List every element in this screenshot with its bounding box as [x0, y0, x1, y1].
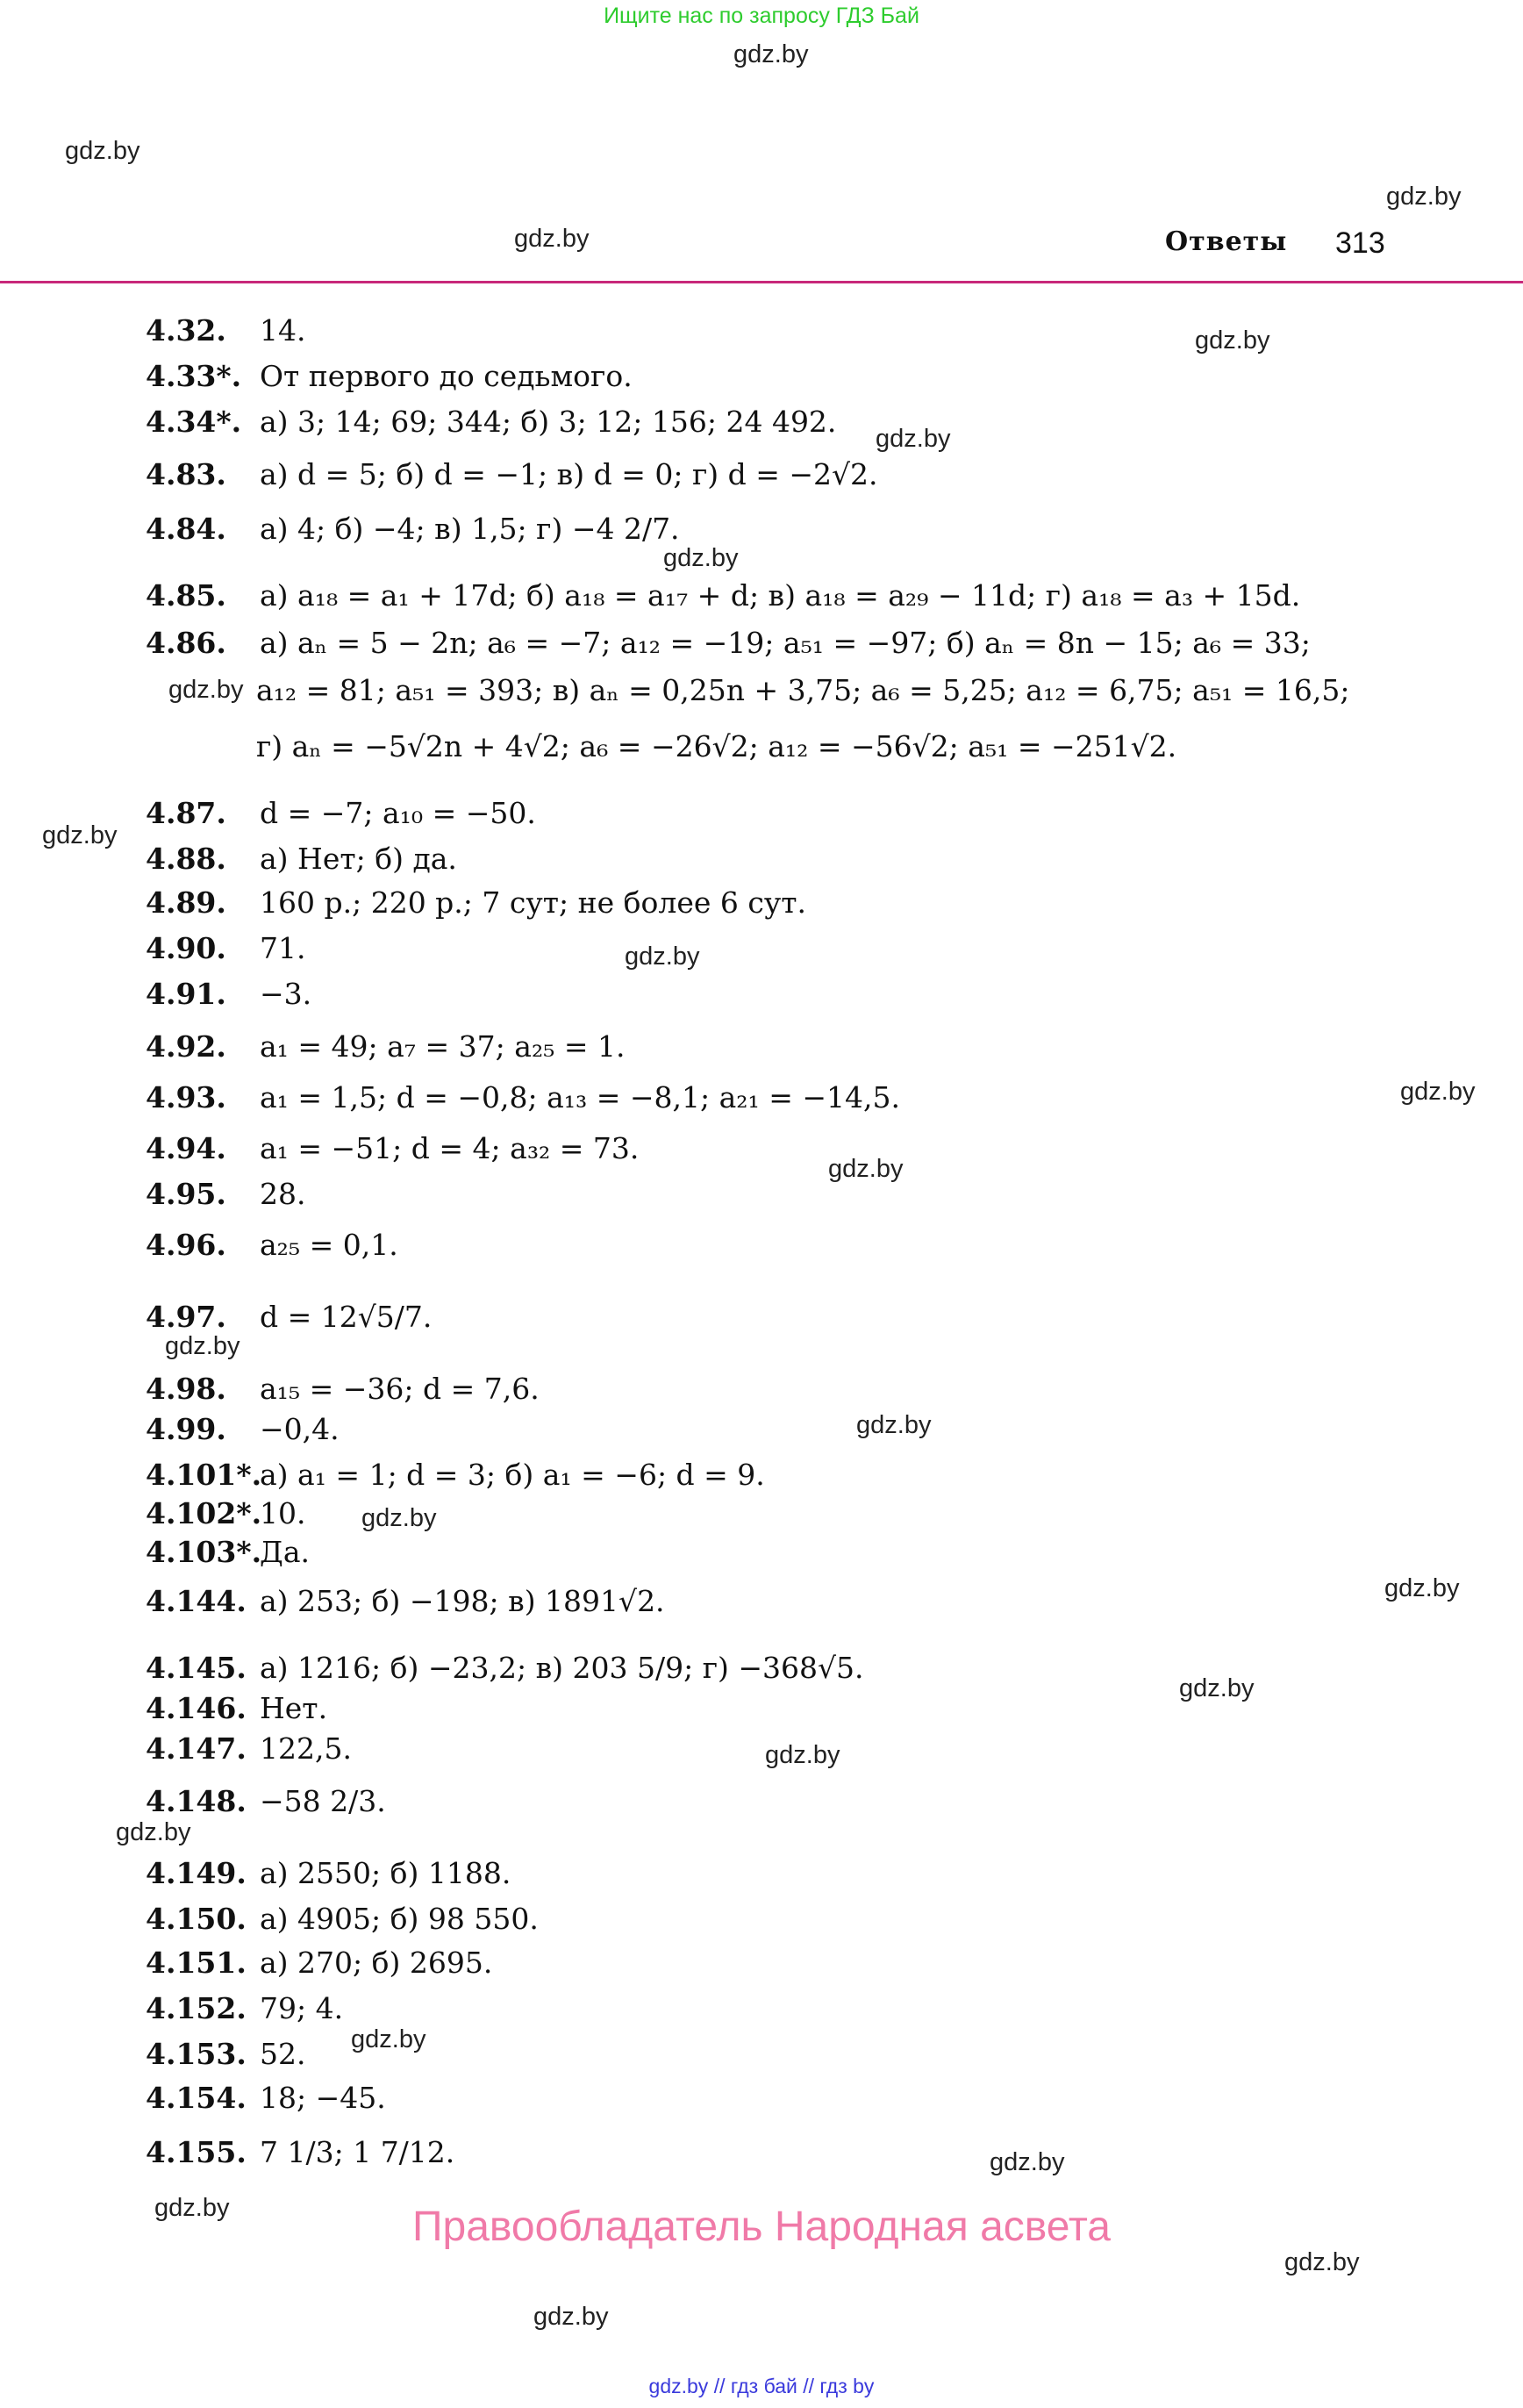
- answer-number: 4.89.: [146, 885, 226, 920]
- watermark: gdz.by: [625, 942, 700, 971]
- answer-number: 4.87.: [146, 796, 226, 830]
- answer-text: 18; −45.: [260, 2081, 386, 2115]
- answer-number: 4.86.: [146, 626, 226, 660]
- answer-4-95: [146, 1177, 306, 1211]
- answer-text: −3.: [260, 977, 312, 1011]
- answer-4-96: [146, 1228, 398, 1262]
- answer-text: а) aₙ = 5 − 2n; a₆ = −7; a₁₂ = −19; a₅₁ = −97; б) aₙ = 8n − 15; a₆ = 33;: [260, 626, 1311, 660]
- answer-text: a₂₅ = 0,1.: [260, 1228, 398, 1262]
- watermark: gdz.by: [1179, 1674, 1255, 1702]
- answer-4-92: [146, 1029, 626, 1064]
- watermark: gdz.by: [65, 137, 140, 165]
- answer-4-146: [146, 1691, 328, 1725]
- answer-text: −58 2/3.: [260, 1784, 386, 1818]
- answer-text: а) 4905; б) 98 550.: [260, 1902, 539, 1936]
- answer-4-154: [146, 2081, 386, 2115]
- answer-text: a₁ = −51; d = 4; a₃₂ = 73.: [260, 1131, 640, 1165]
- answer-4-86-continued: г) aₙ = −5√2n + 4√2; a₆ = −26√2; a₁₂ = −56√2; a₅₁ = −251√2.: [256, 729, 1177, 763]
- top-banner: Ищите нас по запросу ГДЗ Бай: [604, 4, 919, 28]
- answer-4-93: [146, 1080, 900, 1114]
- answer-4-99: [146, 1412, 340, 1446]
- answer-4-155: [146, 2135, 455, 2169]
- answer-number: 4.97.: [146, 1300, 226, 1334]
- watermark: gdz.by: [361, 1504, 437, 1532]
- answer-text: d = −7; a₁₀ = −50.: [260, 796, 536, 830]
- page-number: 313: [1335, 226, 1385, 260]
- watermark: gdz.by: [1386, 183, 1462, 211]
- answer-text: 71.: [260, 931, 306, 965]
- watermark: gdz.by: [733, 40, 809, 68]
- answer-text: а) 4; б) −4; в) 1,5; г) −4 2/7.: [260, 512, 680, 546]
- answer-number: 4.32.: [146, 313, 226, 348]
- answer-text: d = 12√5/7.: [260, 1300, 433, 1334]
- watermark: gdz.by: [990, 2148, 1065, 2176]
- answer-number: 4.155.: [146, 2135, 247, 2169]
- answer-number: 4.93.: [146, 1080, 226, 1114]
- answer-number: 4.154.: [146, 2081, 247, 2115]
- watermark: gdz.by: [1384, 1574, 1460, 1602]
- answer-4-153: [146, 2037, 306, 2071]
- answer-text: 14.: [260, 313, 306, 348]
- watermark: gdz.by: [116, 1818, 191, 1846]
- answer-number: 4.151.: [146, 1946, 247, 1980]
- answer-number: 4.88.: [146, 842, 226, 876]
- answer-number: 4.99.: [146, 1412, 226, 1446]
- answer-4-34: [146, 405, 837, 439]
- answer-text: a₁ = 1,5; d = −0,8; a₁₃ = −8,1; a₂₁ = −14,5.: [260, 1080, 900, 1114]
- answer-4-33: [146, 359, 633, 393]
- answer-4-88: [146, 842, 457, 876]
- answer-4-89: [146, 885, 807, 920]
- header-rule: [0, 281, 1523, 283]
- answer-4-86-continued: a₁₂ = 81; a₅₁ = 393; в) aₙ = 0,25n + 3,75; a₆ = 5,25; a₁₂ = 6,75; a₅₁ = 16,5;: [256, 673, 1350, 707]
- header-title: Ответы: [1165, 226, 1288, 257]
- watermark: gdz.by: [876, 425, 951, 453]
- answer-number: 4.102*.: [146, 1496, 262, 1530]
- answer-text: а) 2550; б) 1188.: [260, 1856, 511, 1890]
- answer-4-85: [146, 578, 1301, 613]
- watermark: gdz.by: [533, 2303, 609, 2331]
- answer-number: 4.148.: [146, 1784, 247, 1818]
- answer-number: 4.98.: [146, 1372, 226, 1406]
- watermark: gdz.by: [1195, 326, 1270, 355]
- answer-number: 4.34*.: [146, 405, 242, 439]
- answer-number: 4.84.: [146, 512, 226, 546]
- answer-4-102: [146, 1496, 306, 1530]
- answer-4-144: [146, 1584, 665, 1618]
- answer-number: 4.83.: [146, 457, 226, 491]
- answer-text: Да.: [260, 1535, 310, 1569]
- answer-4-103: [146, 1535, 310, 1569]
- watermark: gdz.by: [154, 2194, 230, 2222]
- answer-4-151: [146, 1946, 493, 1980]
- answer-text: a₁ = 49; a₇ = 37; a₂₅ = 1.: [260, 1029, 626, 1064]
- answer-text: а) a₁₈ = a₁ + 17d; б) a₁₈ = a₁₇ + d; в) a₁₈ = a₂₉ − 11d; г) a₁₈ = a₃ + 15d.: [260, 578, 1301, 613]
- watermark: gdz.by: [168, 676, 244, 704]
- answer-number: 4.91.: [146, 977, 226, 1011]
- answer-number: 4.94.: [146, 1131, 226, 1165]
- answer-text: а) Нет; б) да.: [260, 842, 457, 876]
- answer-4-87: [146, 796, 536, 830]
- answer-text: −0,4.: [260, 1412, 340, 1446]
- answer-text: Нет.: [260, 1691, 328, 1725]
- answer-number: 4.103*.: [146, 1535, 262, 1569]
- answer-text: 122,5.: [260, 1731, 352, 1766]
- answer-text: От первого до седьмого.: [260, 359, 633, 393]
- answer-number: 4.92.: [146, 1029, 226, 1064]
- answer-text: 79; 4.: [260, 1991, 344, 2025]
- watermark: gdz.by: [165, 1332, 240, 1360]
- answer-text: 10.: [260, 1496, 306, 1530]
- answer-4-152: [146, 1991, 344, 2025]
- answer-text: 52.: [260, 2037, 306, 2071]
- answer-text: а) 1216; б) −23,2; в) 203 5/9; г) −368√5.: [260, 1651, 864, 1685]
- footer-links[interactable]: gdz.by // гдз бай // гдз by: [648, 2375, 875, 2397]
- watermark: gdz.by: [663, 544, 739, 572]
- answer-4-90: [146, 931, 306, 965]
- answer-4-148: [146, 1784, 386, 1818]
- answer-number: 4.153.: [146, 2037, 247, 2071]
- answer-number: 4.96.: [146, 1228, 226, 1262]
- answer-4-147: [146, 1731, 352, 1766]
- watermark: gdz.by: [1284, 2248, 1360, 2276]
- answer-4-86: [146, 626, 1311, 660]
- answer-4-32: [146, 313, 306, 348]
- answer-number: 4.149.: [146, 1856, 247, 1890]
- answer-number: 4.147.: [146, 1731, 247, 1766]
- answer-4-94: [146, 1131, 640, 1165]
- watermark: gdz.by: [856, 1411, 932, 1439]
- answer-4-91: [146, 977, 312, 1011]
- answer-number: 4.146.: [146, 1691, 247, 1725]
- answer-text: 28.: [260, 1177, 306, 1211]
- answer-text: 160 р.; 220 р.; 7 сут; не более 6 сут.: [260, 885, 807, 920]
- answer-number: 4.85.: [146, 578, 226, 613]
- answer-number: 4.144.: [146, 1584, 247, 1618]
- answer-4-150: [146, 1902, 539, 1936]
- answer-text: а) d = 5; б) d = −1; в) d = 0; г) d = −2√2.: [260, 457, 878, 491]
- answer-4-145: [146, 1651, 864, 1685]
- answer-number: 4.145.: [146, 1651, 247, 1685]
- answer-number: 4.90.: [146, 931, 226, 965]
- copyright-owner: Правообладатель Народная асвета: [412, 2204, 1111, 2250]
- watermark: gdz.by: [1400, 1078, 1476, 1106]
- answer-4-83: [146, 457, 878, 491]
- watermark: gdz.by: [828, 1155, 904, 1183]
- answer-4-149: [146, 1856, 511, 1890]
- answer-number: 4.33*.: [146, 359, 242, 393]
- answer-text: а) 253; б) −198; в) 1891√2.: [260, 1584, 665, 1618]
- answer-text: 7 1/3; 1 7/12.: [260, 2135, 455, 2169]
- answer-number: 4.95.: [146, 1177, 226, 1211]
- watermark: gdz.by: [42, 821, 118, 849]
- answer-number: 4.152.: [146, 1991, 247, 2025]
- watermark: gdz.by: [351, 2025, 426, 2053]
- watermark: gdz.by: [765, 1741, 840, 1769]
- answer-4-84: [146, 512, 680, 546]
- answer-number: 4.101*.: [146, 1458, 262, 1492]
- answer-4-97: [146, 1300, 433, 1334]
- answer-text: a₁₅ = −36; d = 7,6.: [260, 1372, 540, 1406]
- answer-4-98: [146, 1372, 540, 1406]
- answer-text: а) 3; 14; 69; 344; б) 3; 12; 156; 24 492.: [260, 405, 837, 439]
- watermark: gdz.by: [514, 225, 590, 253]
- answer-text: а) 270; б) 2695.: [260, 1946, 493, 1980]
- answer-number: 4.150.: [146, 1902, 247, 1936]
- answer-text: а) a₁ = 1; d = 3; б) a₁ = −6; d = 9.: [260, 1458, 765, 1492]
- answer-4-101: [146, 1458, 765, 1492]
